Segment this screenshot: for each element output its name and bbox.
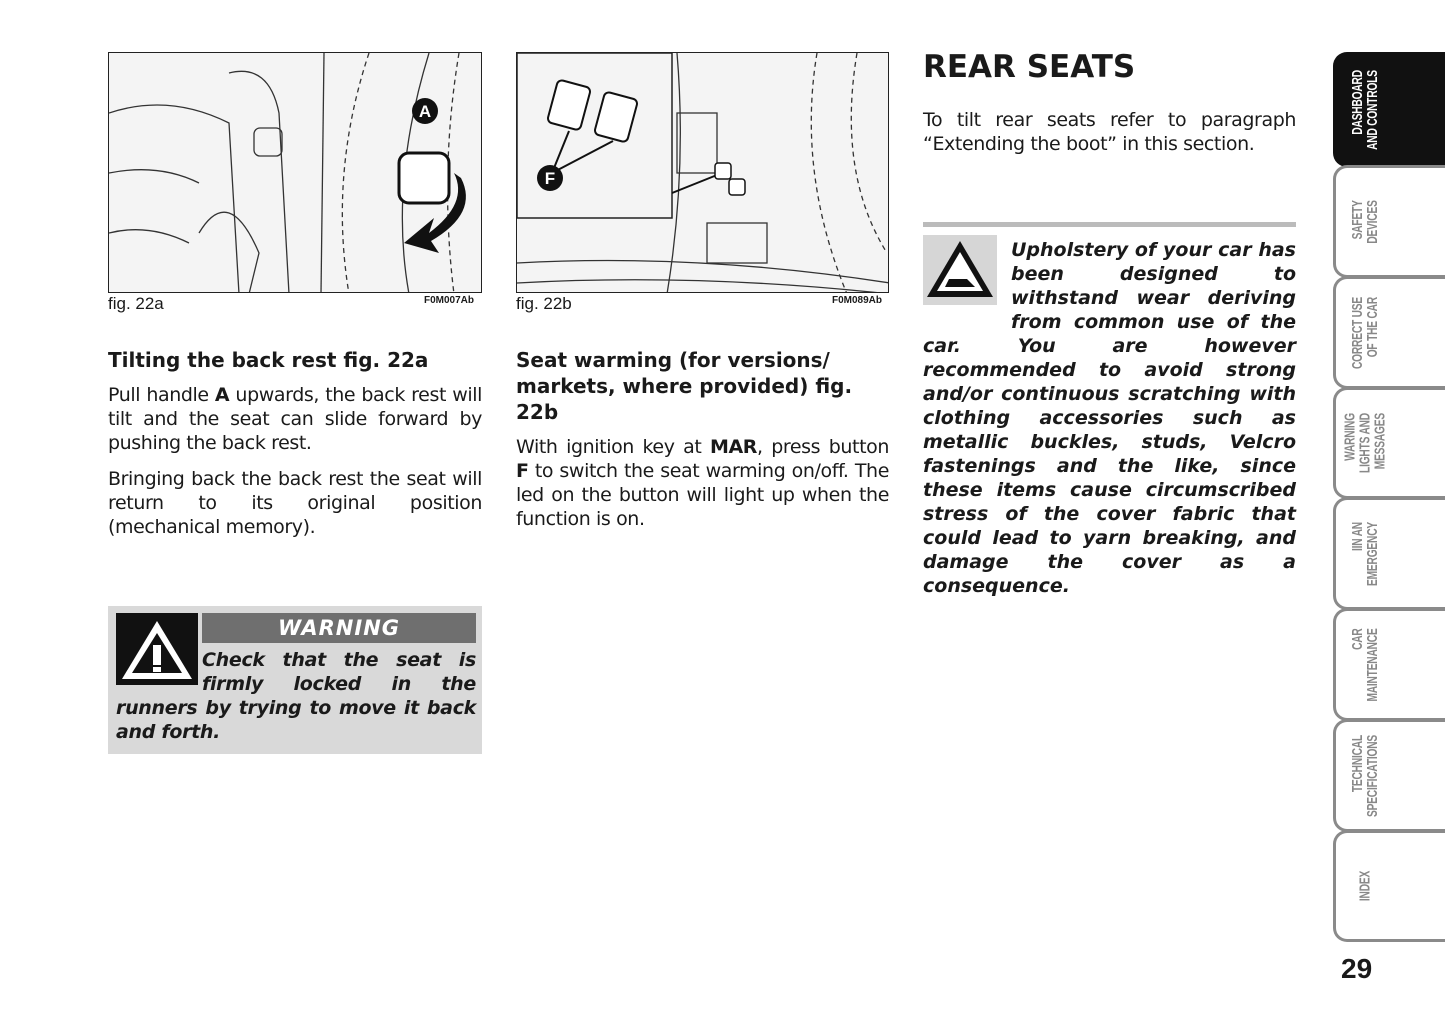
warning-title: WARNING bbox=[202, 613, 476, 643]
chapter-tab-label: DASHBOARD AND CONTROLS bbox=[1348, 69, 1381, 150]
chapter-tab[interactable] bbox=[1333, 719, 1445, 832]
figure-22a bbox=[108, 52, 482, 293]
figure-code: F0M089Ab bbox=[832, 295, 883, 306]
paragraph: Bringing back the back rest the seat will return to its original position (mechanical memory). bbox=[108, 468, 482, 538]
chapter-tab[interactable] bbox=[1333, 52, 1445, 167]
seat-backrest-illustration bbox=[109, 53, 482, 293]
chapter-tab-label: CORRECT USE OF THE CAR bbox=[1348, 296, 1381, 369]
chapter-tab[interactable] bbox=[1333, 608, 1445, 721]
warning-text: Check that the seat is firmly locked in the runners by trying to move it back and forth. bbox=[116, 649, 476, 743]
car-warning-icon bbox=[923, 235, 997, 305]
section-heading: Tilting the back rest fig. 22a bbox=[108, 348, 429, 372]
figure-label-a: A bbox=[418, 102, 432, 121]
paragraph: Pull handle A upwards, the back rest will tilt and the seat can slide forward by pushing the back rest. bbox=[108, 384, 482, 454]
seat-warming-illustration bbox=[517, 53, 889, 293]
figure-caption: fig. 22a bbox=[108, 294, 164, 313]
page-number: 29 bbox=[1341, 953, 1373, 984]
paragraph: To tilt rear seats refer to paragraph “Extending the boot” in this section. bbox=[923, 109, 1296, 155]
chapter-tab-label: TECHNICAL SPECIFICATIONS bbox=[1348, 734, 1381, 817]
column-3 bbox=[923, 48, 1296, 168]
chapter-tab-label: SAFETY DEVICES bbox=[1348, 199, 1381, 244]
paragraph: With ignition key at MAR, press button F to switch the seat warming on/off. The led on the button will light up when the function is on. bbox=[516, 436, 889, 530]
chapter-tab[interactable] bbox=[1333, 387, 1445, 499]
warning-icon bbox=[116, 613, 198, 685]
chapter-tab[interactable] bbox=[1333, 276, 1445, 389]
chapter-tab-label: CAR MAINTENANCE bbox=[1348, 627, 1381, 702]
page-title: REAR SEATS bbox=[923, 49, 1136, 85]
chapter-tab-label: INDEX bbox=[1356, 870, 1373, 902]
divider bbox=[923, 222, 1296, 227]
column-2 bbox=[516, 347, 889, 543]
chapter-tab-label: WARNING LIGHTS AND MESSAGES bbox=[1341, 413, 1388, 473]
upholstery-note-block bbox=[923, 238, 1296, 598]
figure-code: F0M007Ab bbox=[424, 295, 475, 306]
figure-22b bbox=[516, 52, 889, 293]
upholstery-note: Upholstery of your car has been designed to withstand wear deriving from common use of the car. You are however recommended to avoid strong and/or continuous scratching with clothing accessories such as metallic buckles, studs, Velcro fastenings and the like, since these items cause circumscribed stress of the cover fabric that could lead to yarn breaking, and damage the cover as a consequence. bbox=[923, 239, 1296, 597]
figure-label-f: F bbox=[544, 169, 556, 188]
chapter-tab-label: IIN AN EMERGENCY bbox=[1348, 521, 1381, 586]
figure-caption: fig. 22b bbox=[516, 294, 572, 313]
column-1 bbox=[108, 347, 482, 551]
chapter-tab[interactable] bbox=[1333, 830, 1445, 942]
section-heading: Seat warming (for versions/ markets, where provided) fig. 22b bbox=[516, 348, 853, 424]
warning-box bbox=[108, 606, 482, 754]
chapter-tab[interactable] bbox=[1333, 497, 1445, 610]
chapter-tab[interactable] bbox=[1333, 165, 1445, 278]
